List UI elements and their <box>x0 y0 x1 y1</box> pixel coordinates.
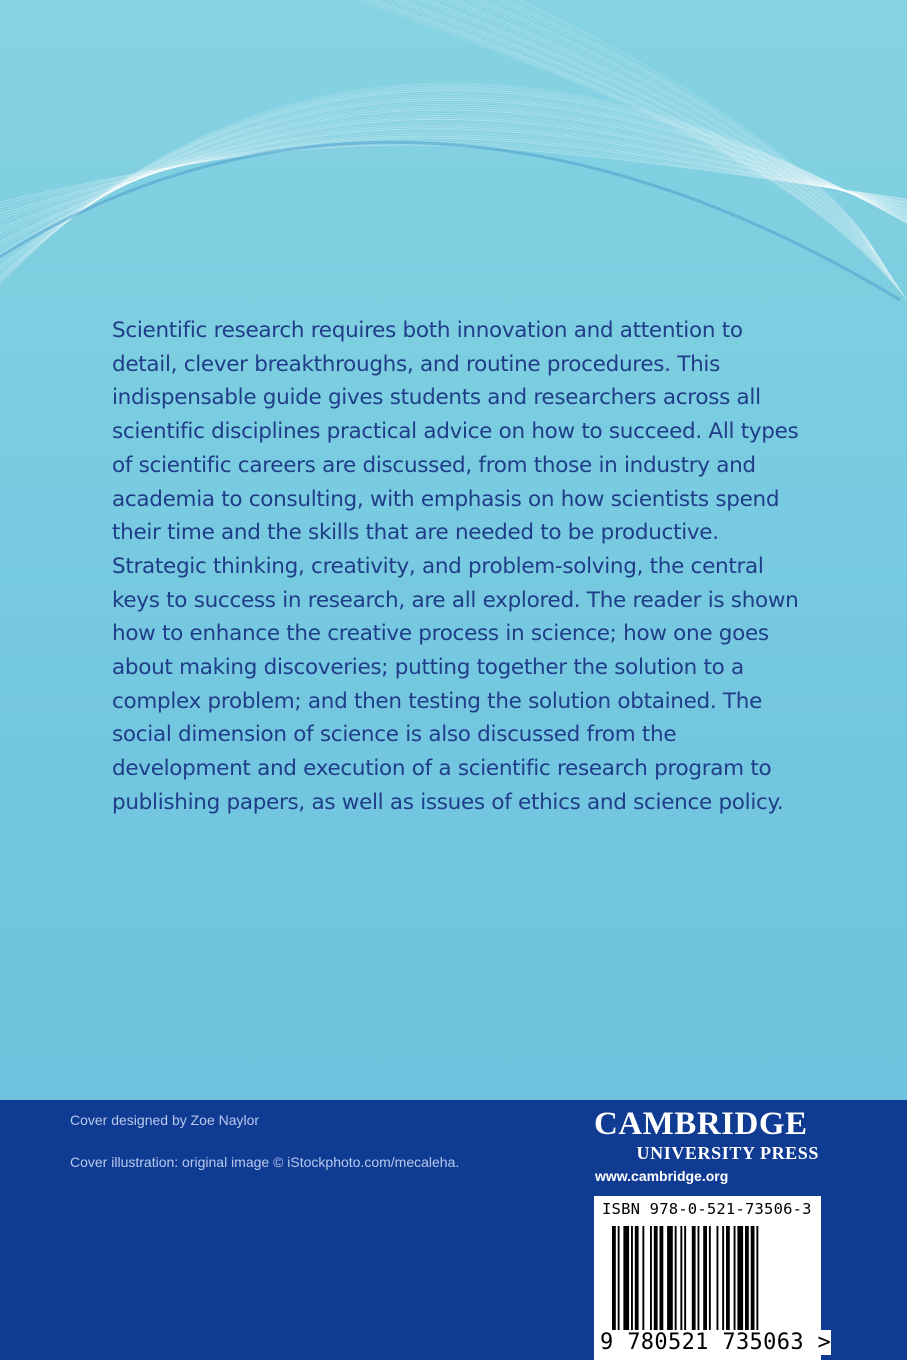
barcode-bar <box>684 1226 686 1336</box>
wave-line <box>0 117 907 265</box>
wave-line <box>370 0 893 279</box>
wave-line <box>0 97 907 305</box>
wave-line <box>0 87 907 323</box>
barcode-bar <box>660 1226 664 1336</box>
publisher-url: www.cambridge.org <box>595 1168 729 1184</box>
barcode-bar <box>667 1226 673 1336</box>
barcode-bar <box>654 1226 658 1336</box>
barcode-bar <box>635 1226 639 1336</box>
barcode-bar <box>631 1226 633 1336</box>
barcode-bar <box>756 1226 758 1336</box>
barcode-bar <box>703 1226 707 1336</box>
barcode-bar <box>675 1226 677 1336</box>
barcode-bar <box>751 1226 755 1336</box>
cover-illustration-credit: Cover illustration: original image © iStockphoto.com/mecaleha. <box>70 1154 460 1170</box>
book-description: Scientific research requires both innovation and attention to detail, clever breakthroughs, and routine procedures. This indispensable guide gives students and researchers across all scientific disciplines practical advice on how to succeed. All types of scientific careers are discussed, from those in industry and academia to consulting, with emphasis on how scientists spend their time and the skills that are needed to be productive. Strategic thinking, creativity, and problem-solving, the central keys to success in research, are all explored. The reader is shown how to enhance the creative process in science; how one goes about making discoveries; putting together the solution to a complex problem; and then testing the solution obtained. The social dimension of science is also discussed from the development and execution of a scientific research program to publishing papers, as well as issues of ethics and science policy. <box>112 318 799 815</box>
barcode-bar <box>734 1226 736 1336</box>
wave-line <box>0 110 907 280</box>
isbn-barcode <box>594 1196 832 1360</box>
barcode-bar <box>650 1226 652 1336</box>
barcode-bar <box>692 1226 696 1336</box>
barcode-digits: 9 780521 735063 > <box>600 1330 832 1355</box>
wave-line <box>0 100 907 297</box>
wave-line <box>391 0 889 273</box>
barcode-bar <box>612 1226 616 1336</box>
wave-line <box>384 0 890 275</box>
wave-line <box>0 104 907 290</box>
publisher-logo-subtitle: UNIVERSITY PRESS <box>636 1143 819 1163</box>
barcode-bar <box>717 1226 719 1336</box>
wave-line <box>0 91 907 316</box>
barcode-bar <box>737 1226 743 1336</box>
wave-line <box>0 114 907 273</box>
barcode-bar <box>709 1226 711 1336</box>
barcode-bar <box>745 1226 749 1336</box>
publisher-logo-name: CAMBRIDGE <box>594 1106 808 1142</box>
wave-line <box>0 83 907 330</box>
barcode-bar <box>680 1226 682 1336</box>
barcode-bar <box>618 1226 620 1336</box>
barcode-bar <box>642 1226 644 1336</box>
barcode-bar <box>726 1226 730 1336</box>
publisher-footer <box>0 1100 907 1360</box>
cover-designer-credit: Cover designed by Zoe Naylor <box>70 1112 260 1128</box>
barcode-bar <box>698 1226 700 1336</box>
barcode-bar <box>623 1226 629 1336</box>
barcode-bar <box>722 1226 724 1336</box>
isbn-label: ISBN 978-0-521-73506-3 <box>602 1200 812 1218</box>
